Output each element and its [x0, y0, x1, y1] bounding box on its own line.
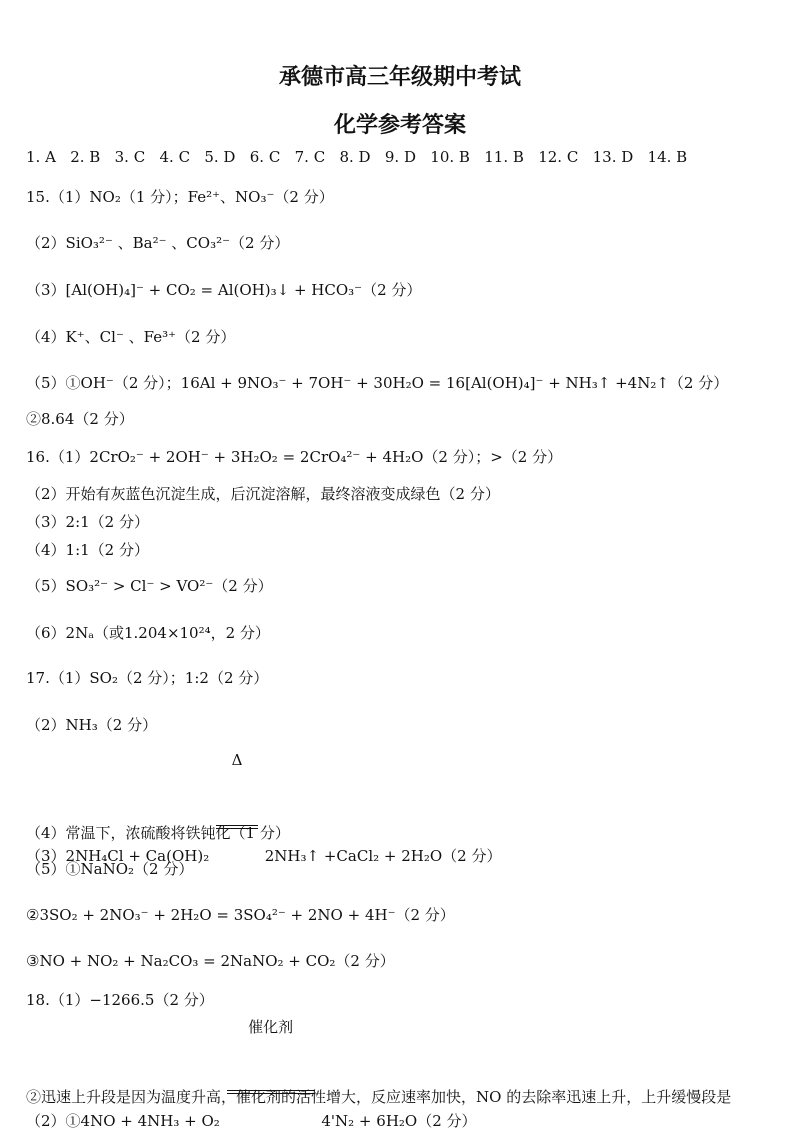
- page-subtitle: 化学参考答案: [333, 113, 466, 138]
- q17-part5b: ②3SO₂ + 2NO₃⁻ + 2H₂O = 3SO₄²⁻ + 2NO + 4H⁻（2 分）: [26, 906, 455, 924]
- q17-part1: 17.（1）SO₂（2 分）；1:2（2 分）: [26, 669, 269, 687]
- q15-part5b: ②8.64（2 分）: [26, 410, 134, 428]
- q16-part5: （5）SO₃²⁻ > Cl⁻ > VO²⁻（2 分）: [26, 577, 273, 595]
- q17-part5: （5）①NaNO₂（2 分）: [26, 860, 194, 878]
- q15-part3: （3）[Al(OH)₄]⁻ + CO₂ = Al(OH)₃↓ + HCO₃⁻（2 分）: [26, 281, 422, 299]
- q18-reaction-products: 4'N₂ + 6H₂O（2 分）: [321, 1112, 477, 1130]
- q15-part5: （5）①OH⁻（2 分）；16Al + 9NO₃⁻ + 7OH⁻ + 30H₂O = 16[Al(OH)₄]⁻ + NH₃↑ +4N₂↑（2 分）: [26, 374, 729, 392]
- reaction-condition-arrow: [214, 751, 260, 865]
- q17-part3: [26, 751, 790, 866]
- q18-part2: [26, 1018, 790, 1131]
- page-title: 承德市高三年级期中考试: [278, 65, 521, 90]
- q17-reaction-reactants: （3）2NH₄Cl + Ca(OH)₂: [26, 847, 210, 865]
- q18-part2b: ②迅速上升段是因为温度升高，催化剂的活性增大，反应速率加快，NO 的去除率迅速上升，上升缓慢段是: [26, 1088, 732, 1106]
- q16-part4: （4）1:1（2 分）: [26, 541, 149, 559]
- q15-part2: （2）SiO₃²⁻ 、Ba²⁻ 、CO₃²⁻（2 分）: [26, 234, 290, 252]
- multiple-choice-answers: 1. A 2. B 3. C 4. C 5. D 6. C 7. C 8. D 9. D 10. B 11. B 12. C 13. D 14. B: [26, 148, 688, 166]
- q18-reaction-reactants: （2）①4NO + 4NH₃ + O₂: [26, 1112, 220, 1130]
- heat-condition: Δ: [231, 751, 243, 769]
- q17-part4: （4）常温下，浓硫酸将铁钝化（1 分）: [26, 824, 290, 842]
- q17-part5c: ③NO + NO₂ + Na₂CO₃ = 2NaNO₂ + CO₂（2 分）: [26, 952, 395, 970]
- q16-part1: 16.（1）2CrO₂⁻ + 2OH⁻ + 3H₂O₂ = 2CrO₄²⁻ + 4H₂O（2 分）；>（2 分）: [26, 448, 563, 466]
- q17-part2: （2）NH₃（2 分）: [26, 716, 158, 734]
- q15-part1: 15.（1）NO₂（1 分）；Fe²⁺、NO₃⁻（2 分）: [26, 188, 334, 206]
- q18-part1: 18.（1）−1266.5（2 分）: [26, 991, 214, 1009]
- q16-part6: （6）2Nₐ（或1.204×10²⁴，2 分）: [26, 624, 270, 642]
- q16-part2: （2）开始有灰蓝色沉淀生成，后沉淀溶解，最终溶液变成绿色（2 分）: [26, 485, 500, 503]
- catalyst-condition-arrow: [225, 1018, 317, 1130]
- q17-reaction-products: 2NH₃↑ +CaCl₂ + 2H₂O（2 分）: [264, 847, 502, 865]
- q15-part4: （4）K⁺、Cl⁻ 、Fe³⁺（2 分）: [26, 328, 236, 346]
- q16-part3: （3）2:1（2 分）: [26, 513, 149, 531]
- catalyst-condition: 催化剂: [248, 1018, 294, 1036]
